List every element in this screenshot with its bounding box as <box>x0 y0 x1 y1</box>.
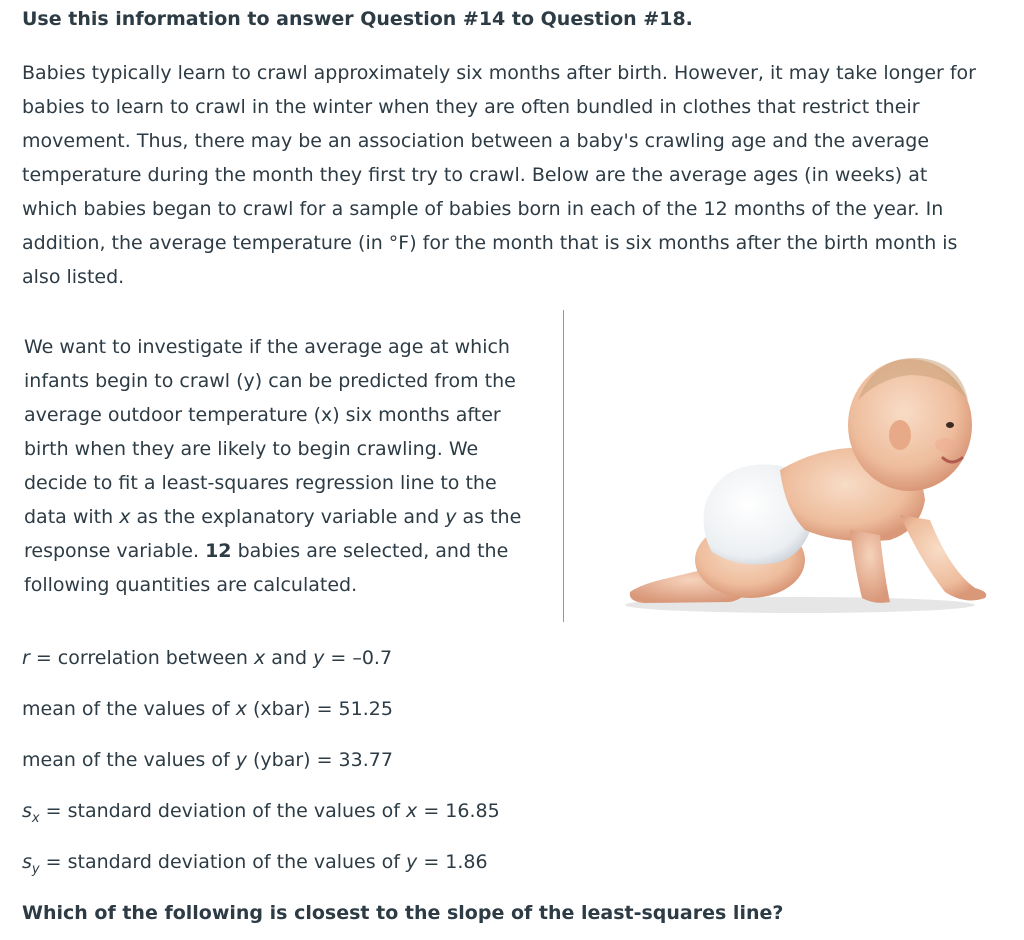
sample-size: 12 <box>205 540 232 562</box>
intro-line: also listed. <box>22 266 125 288</box>
crawling-baby-photo <box>600 330 1000 620</box>
back-arm <box>850 530 890 603</box>
task-line <box>24 534 521 568</box>
subscript-y: y <box>31 862 40 877</box>
question-text: Which of the following is closest to the slope of the least-squares line? <box>22 902 784 924</box>
variable-y: y <box>313 647 325 669</box>
stat-sx <box>22 798 500 832</box>
text: = standard deviation of the values of <box>39 800 407 822</box>
baby-ear <box>889 420 911 450</box>
task-line: following quantities are calculated. <box>24 574 358 596</box>
intro-line: babies to learn to crawl in the winter when they are often bundled in clothes that restrict their <box>22 96 920 118</box>
value: = 16.85 <box>417 800 500 822</box>
intro-line: movement. Thus, there may be an association between a baby's crawling age and the average <box>22 130 930 152</box>
task-line: average outdoor temperature (x) six months after <box>24 404 501 426</box>
intro-line: which babies began to crawl for a sample of babies born in each of the 12 months of the year. In <box>22 198 944 220</box>
symbol-r: r <box>22 647 30 669</box>
intro-line: temperature during the month they first try to crawl. Below are the average ages (in weeks) at <box>22 164 928 186</box>
text: = correlation between <box>29 647 254 669</box>
task-line: We want to investigate if the average age at which <box>24 336 510 358</box>
text: mean of the values of <box>22 749 236 771</box>
text: as the <box>456 506 522 528</box>
task-line: infants begin to crawl (y) can be predicted from the <box>24 370 516 392</box>
task-line <box>24 500 521 534</box>
section-heading: Use this information to answer Question #14 to Question #18. <box>22 8 693 30</box>
stat-ybar <box>22 747 393 773</box>
baby-cheek <box>935 438 955 452</box>
text: babies are selected, and the <box>231 540 509 562</box>
value: (xbar) = 51.25 <box>246 698 393 720</box>
task-line: decide to fit a least-squares regression line to the <box>24 472 497 494</box>
symbol-s: s <box>22 800 32 822</box>
variable-y: y <box>406 851 418 873</box>
intro-paragraph <box>22 56 1022 294</box>
variable-x: x <box>119 506 131 528</box>
intro-line: addition, the average temperature (in °F) for the month that is six months after the birth month is <box>22 232 958 254</box>
baby-eye <box>946 422 954 428</box>
variable-y: y <box>445 506 457 528</box>
variable-x: x <box>254 647 266 669</box>
subscript-x: x <box>31 811 40 826</box>
stat-sy <box>22 849 488 883</box>
text: and <box>265 647 314 669</box>
task-description <box>24 330 521 602</box>
variable-y: y <box>235 749 247 771</box>
value: (ybar) = 33.77 <box>246 749 393 771</box>
intro-line: Babies typically learn to crawl approximately six months after birth. However, it may take longer for <box>22 62 976 84</box>
task-line: birth when they are likely to begin crawling. We <box>24 438 479 460</box>
stat-xbar <box>22 696 393 722</box>
text: mean of the values of <box>22 698 236 720</box>
stat-correlation <box>22 645 392 671</box>
variable-x: x <box>406 800 418 822</box>
value: = –0.7 <box>324 647 393 669</box>
value: = 1.86 <box>417 851 488 873</box>
front-arm <box>900 515 986 600</box>
text: = standard deviation of the values of <box>39 851 407 873</box>
symbol-s: s <box>22 851 32 873</box>
task-table-cell <box>18 310 564 622</box>
text: response variable. <box>24 540 206 562</box>
variable-x: x <box>235 698 247 720</box>
text: as the explanatory variable and <box>130 506 446 528</box>
text: data with <box>24 506 120 528</box>
